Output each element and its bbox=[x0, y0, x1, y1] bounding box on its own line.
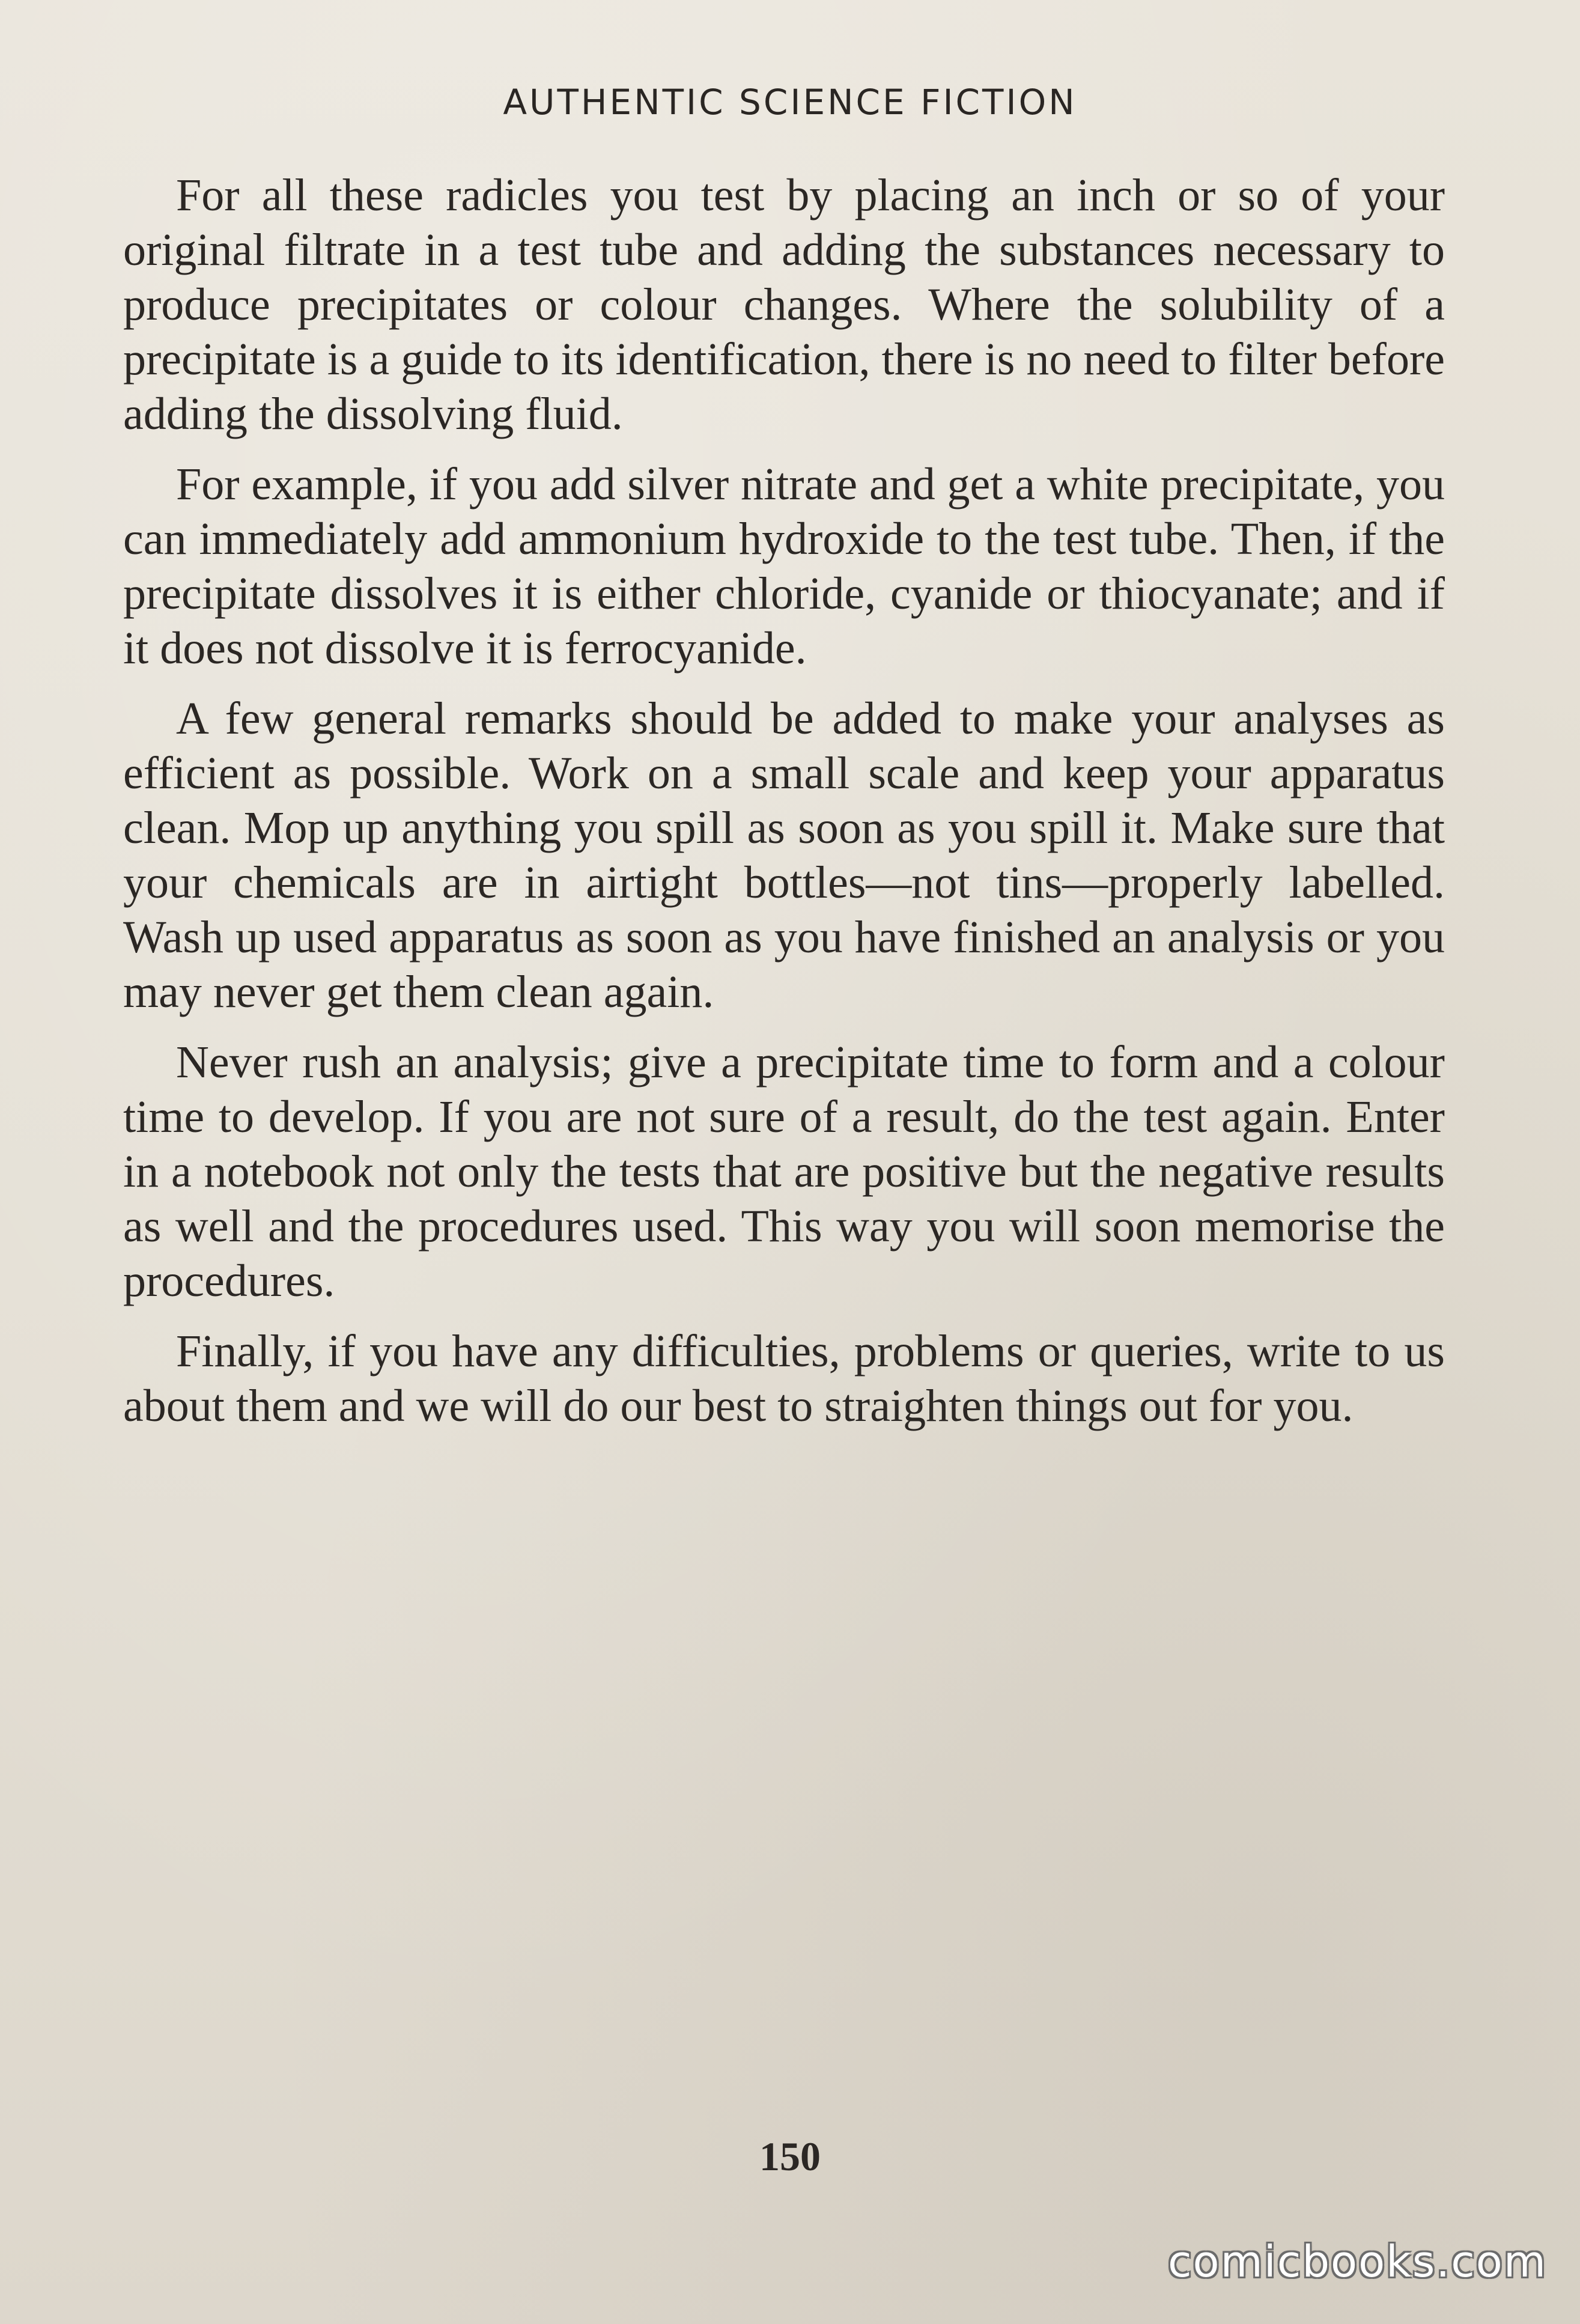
paragraph-3: A few general remarks should be added to make your analyses as efficient as possible. Work on a small scale and keep your apparatus clean. Mop up anything you spill as soon as you spill it. Make sure that your chemicals are in airtight bottles—not tins—properly labelled. Wash up used apparatus as soon as you have finished an analysis or you may never get them clean again. bbox=[123, 693, 1445, 1017]
watermark: comicbooks.com bbox=[1167, 2236, 1547, 2287]
paragraph-5: Finally, if you have any difficulties, problems or queries, write to us about them and we will do our best to straighten things out for you. bbox=[123, 1326, 1445, 1431]
paragraph-4: Never rush an analysis; give a precipitate time to form and a colour time to develop. If you are not sure of a result, do the test again. Enter in a notebook not only the tests that are positive but the negative results as well and the procedures used. This way you will soon memorise the procedures. bbox=[123, 1037, 1445, 1306]
paragraph-2: For example, if you add silver nitrate and get a white precipitate, you can immediately add ammonium hydroxide to the test tube. Then, if the precipitate dissolves it is either chloride, cyanide or thiocyanate; and if it does not dissolve it is ferrocyanide. bbox=[123, 459, 1445, 674]
running-header: AUTHENTIC SCIENCE FICTION bbox=[503, 82, 1077, 123]
page-number: 150 bbox=[759, 2134, 821, 2179]
paragraph-1: For all these radicles you test by placing an inch or so of your original filtrate in a test tube and adding the substances necessary to produce precipitates or colour changes. Where the solubility of a precipitate is a guide to its identification, there is no need to filter before adding the dissolving fluid. bbox=[123, 170, 1445, 439]
body-text bbox=[123, 168, 1445, 1449]
